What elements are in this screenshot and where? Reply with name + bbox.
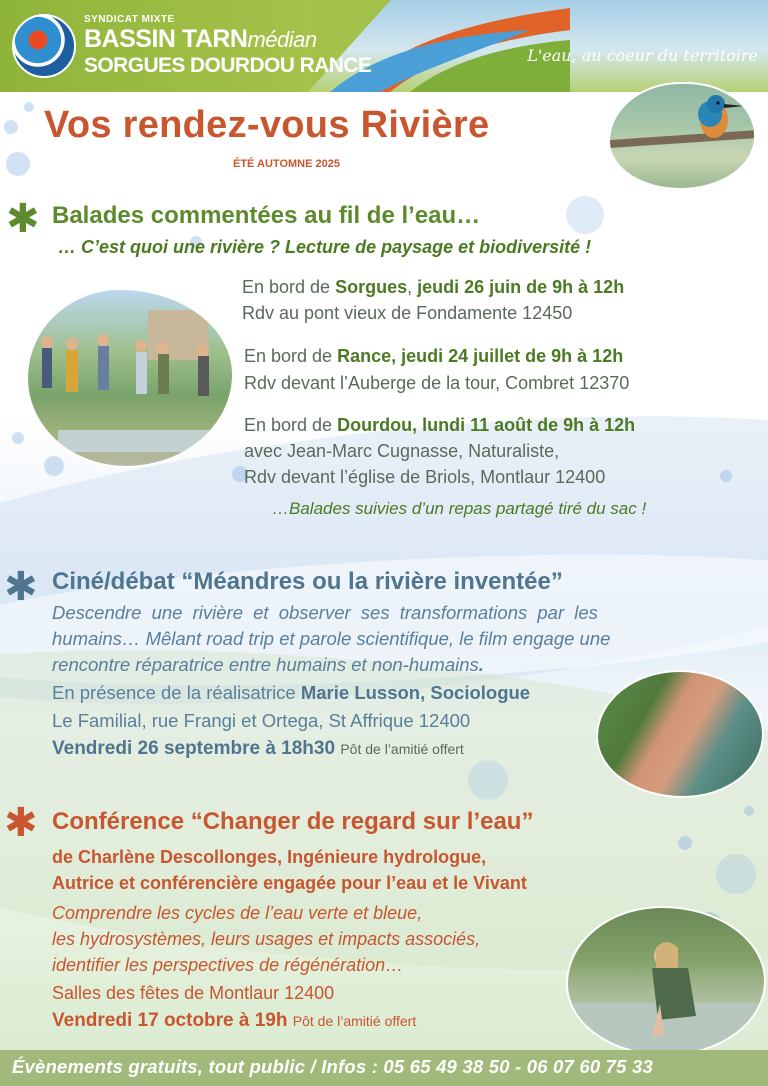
conf-title: Conférence “Changer de regard sur l’eau” bbox=[52, 808, 534, 835]
org-small-label: SYNDICAT MIXTE bbox=[84, 14, 175, 25]
conf-place: Salles des fêtes de Montlaur 12400 bbox=[52, 983, 335, 1003]
cine-presence: En présence de la réalisatrice Marie Lusson, Sociologue bbox=[52, 682, 531, 703]
decor-bubble bbox=[720, 470, 732, 482]
conf-desc-3: identifier les perspectives de régénération… bbox=[52, 955, 404, 975]
balade-1-line: En bord de Sorgues, jeudi 26 juin de 9h à 12h bbox=[242, 277, 625, 297]
balade-1-place: Rdv au pont vieux de Fondamente 12450 bbox=[242, 303, 573, 323]
woman-water-illustration bbox=[568, 908, 766, 1056]
asterisk-icon: ✱ bbox=[6, 196, 40, 242]
footer-info: Évènements gratuits, tout public / Infos : 05 65 49 38 50 - 06 07 60 75 33 bbox=[12, 1056, 653, 1077]
poster-title: Vos rendez-vous Rivière bbox=[44, 104, 490, 146]
balade-2-line: En bord de Rance, jeudi 24 juillet de 9h à 12h bbox=[244, 346, 624, 366]
cine-title: Ciné/débat “Méandres ou la rivière inventée” bbox=[52, 568, 563, 595]
balades-subtitle: … C’est quoi une rivière ? Lecture de paysage et biodiversité ! bbox=[58, 237, 592, 257]
kingfisher-illustration bbox=[610, 84, 756, 190]
org-name: BASSIN TARNmédian bbox=[84, 25, 317, 53]
walk-group-photo bbox=[26, 288, 234, 468]
decor-bubble bbox=[744, 806, 754, 816]
river-aerial-photo bbox=[596, 670, 764, 798]
balades-note: …Balades suivies d’un repas partagé tiré du sac ! bbox=[272, 499, 647, 518]
asterisk-icon: ✱ bbox=[4, 800, 38, 846]
syndicat-logo bbox=[12, 14, 76, 78]
conf-speaker-2: Autrice et conférencière engagée pour l’eau et le Vivant bbox=[52, 873, 527, 893]
decor-bubble bbox=[12, 432, 24, 444]
balade-3-line: En bord de Dourdou, lundi 11 août de 9h à 12h bbox=[244, 415, 636, 435]
cine-place: Le Familial, rue Frangi et Ortega, St Affrique 12400 bbox=[52, 710, 471, 731]
season-label: ÉTÉ AUTOMNE 2025 bbox=[233, 158, 340, 170]
decor-bubble bbox=[566, 196, 604, 234]
cine-desc-2: humains… Mêlant road trip et parole scientifique, le film engage une bbox=[52, 628, 611, 649]
decor-bubble bbox=[716, 854, 756, 894]
balade-3-guide: avec Jean-Marc Cugnasse, Naturaliste, bbox=[244, 441, 560, 461]
balades-title: Balades commentées au fil de l’eau… bbox=[52, 202, 481, 229]
walk-group-illustration bbox=[28, 290, 234, 468]
asterisk-icon: ✱ bbox=[4, 564, 38, 610]
balade-3-place: Rdv devant l’église de Briols, Montlaur 12400 bbox=[244, 467, 606, 487]
decor-bubble bbox=[44, 456, 64, 476]
conf-desc-1: Comprendre les cycles de l’eau verte et bleue, bbox=[52, 903, 423, 923]
woman-water-photo bbox=[566, 906, 766, 1056]
balade-2-place: Rdv devant l’Auberge de la tour, Combret 12370 bbox=[244, 373, 630, 393]
decor-bubble bbox=[6, 152, 30, 176]
conf-speaker-1: de Charlène Descollonges, Ingénieure hydrologue, bbox=[52, 847, 487, 867]
decor-bubble bbox=[678, 836, 692, 850]
org-subname: SORGUES DOURDOU RANCE bbox=[84, 54, 372, 77]
decor-bubble bbox=[24, 102, 34, 112]
conf-desc-2: les hydrosystèmes, leurs usages et impacts associés, bbox=[52, 929, 481, 949]
kingfisher-photo bbox=[608, 82, 756, 190]
decor-bubble bbox=[468, 760, 508, 800]
decor-bubble bbox=[4, 120, 18, 134]
cine-desc-1: Descendre une rivière et observer ses transformations par les bbox=[52, 602, 598, 623]
cine-datetime: Vendredi 26 septembre à 18h30 Pôt de l’amitié offert bbox=[52, 738, 464, 759]
tagline: L'eau, au coeur du territoire bbox=[527, 46, 758, 65]
cine-desc-3: rencontre réparatrice entre humains et non-humains. bbox=[52, 654, 484, 675]
conf-datetime: Vendredi 17 octobre à 19h Pôt de l’amitié offert bbox=[52, 1010, 417, 1031]
header-banner bbox=[0, 0, 768, 92]
